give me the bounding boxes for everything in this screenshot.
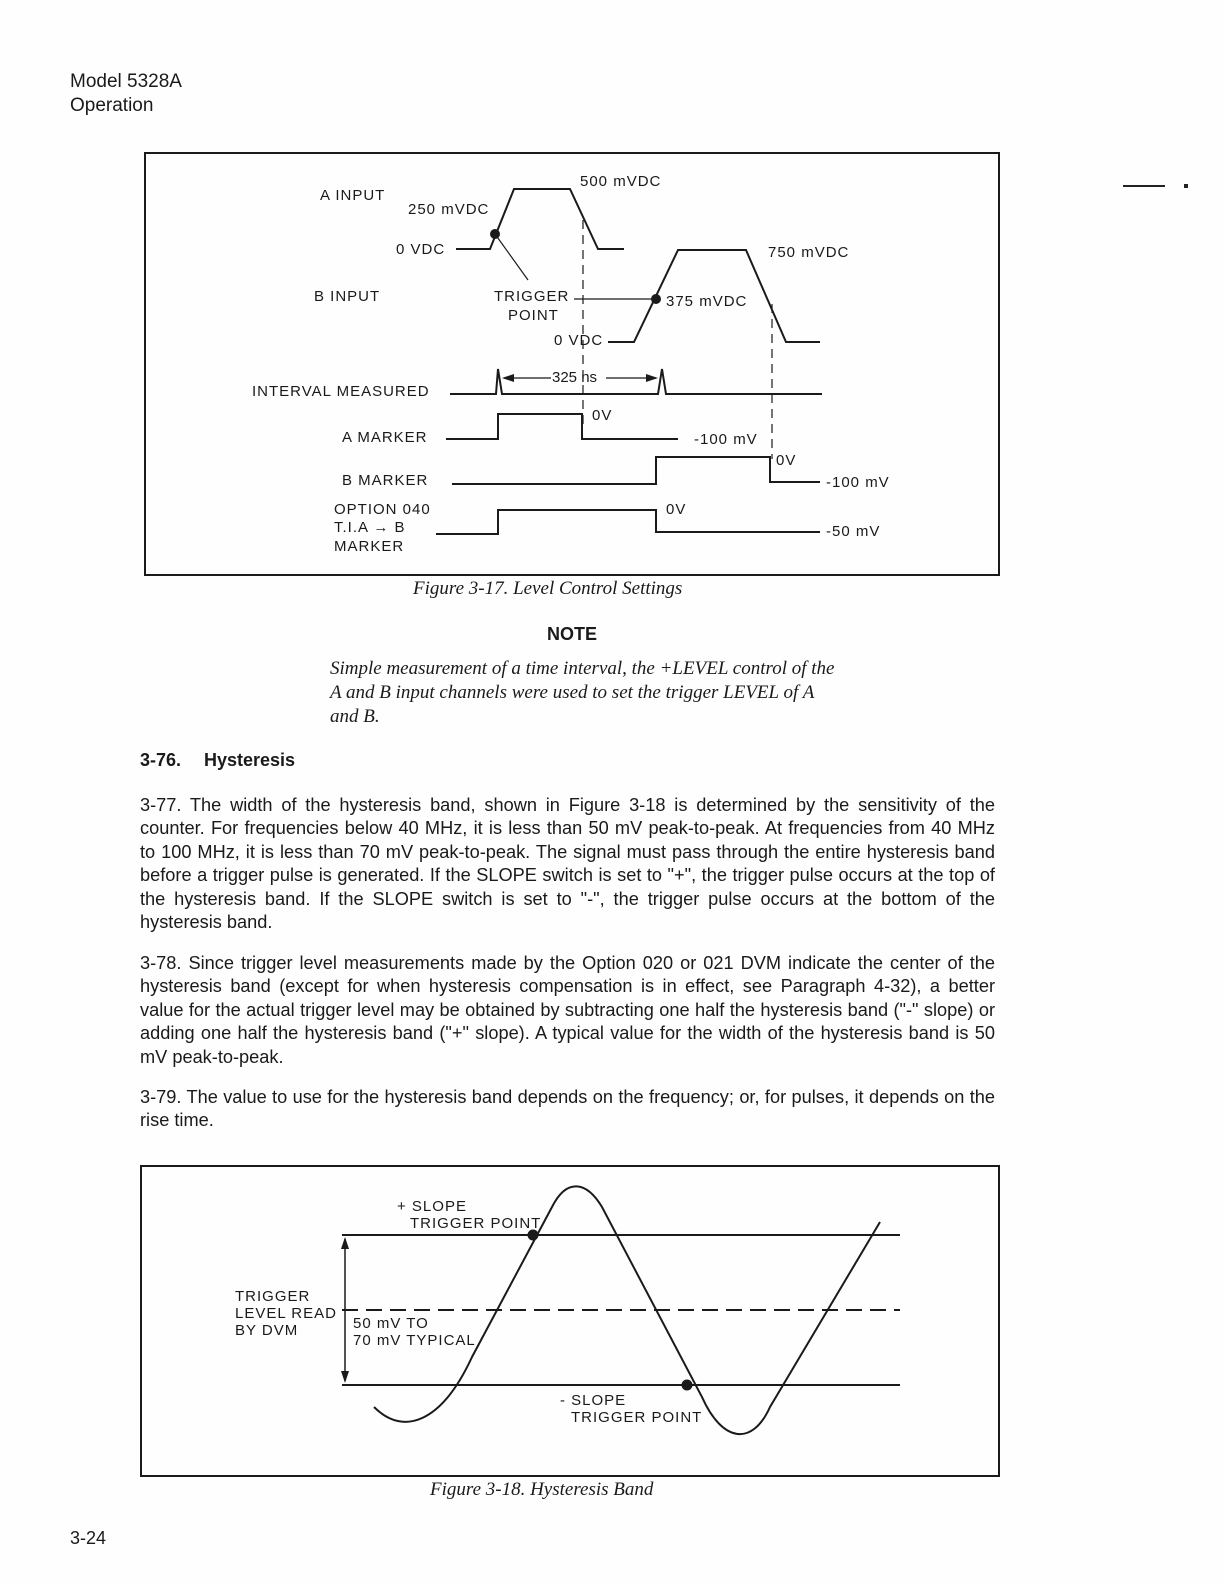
page-number: 3-24 <box>70 1528 107 1548</box>
label-b-input: B INPUT <box>314 288 381 305</box>
paragraph-3-78: 3-78. Since trigger level measurements made by the Option 020 or 021 DVM indicate the center of the hysteresis band (except for when hysteresis compensation is in effect, see Paragraph 4-32), a better value for the actual trigger level may be obtained by subtracting one half the hysteresis band ("-" slope) or adding one half the hysteresis band ("+" slope). A typical value for the width of the hysteresis band is 50 mV peak-to-peak. <box>140 953 995 1067</box>
paragraph-3-77: 3-77. The width of the hysteresis band, shown in Figure 3-18 is determined by the sensitivity of the counter. For frequencies below 40 MHz, it is less than 50 mV peak-to-peak. At frequencies from 40 MHz to 100 MHz, it is less than 70 mV peak-to-peak. The signal must pass through the entire hysteresis band before a trigger pulse is generated. If the SLOPE switch is set to "+", the trigger pulse occurs at the top of the hysteresis band. If the SLOPE switch is set to "-", the trigger pulse occurs at the bottom of the hysteresis band. <box>140 795 995 933</box>
section-title: Hysteresis <box>204 750 296 770</box>
label-trigger: TRIGGER <box>235 1288 311 1305</box>
label-by-dvm: BY DVM <box>235 1322 299 1339</box>
a-marker-waveform <box>446 414 678 439</box>
label-a-input: A INPUT <box>320 187 386 204</box>
label-325-ns: 325 ns <box>552 369 598 386</box>
label-750-mvdc: 750 mVDC <box>768 244 850 261</box>
label-plus-slope: + SLOPE <box>397 1198 467 1215</box>
interval-arrow-left <box>502 374 514 382</box>
label-plus-trigger-point: TRIGGER POINT <box>410 1215 542 1232</box>
label-375-mvdc: 375 mVDC <box>666 293 748 310</box>
label-0v-a: 0V <box>592 407 613 424</box>
label-b-marker: B MARKER <box>342 472 429 489</box>
minus-slope-trigger-dot <box>683 1381 692 1390</box>
level-control-timing-diagram <box>146 154 998 574</box>
label-500-mvdc: 500 mVDC <box>580 173 662 190</box>
margin-dot <box>1184 184 1188 188</box>
margin-change-bar <box>1123 185 1165 187</box>
header-section: Operation <box>70 95 154 116</box>
label-0v-b: 0V <box>776 452 797 469</box>
label-minus-trigger-point: TRIGGER POINT <box>571 1409 703 1426</box>
section-number: 3-76. <box>140 750 182 770</box>
band-arrow-top <box>341 1237 349 1249</box>
note-body: Simple measurement of a time interval, the +LEVEL control of the A and B input channels were used to set the trigger LEVEL of A and B. <box>330 658 835 727</box>
label-0v-option: 0V <box>666 501 687 518</box>
band-arrow-bottom <box>341 1371 349 1383</box>
interval-arrow-right <box>646 374 658 382</box>
interval-waveform <box>450 369 822 394</box>
tia-marker-waveform <box>436 510 820 534</box>
label-70-mv-typical: 70 mV TYPICAL <box>353 1332 476 1349</box>
section-heading <box>140 750 295 771</box>
label-interval-measured: INTERVAL MEASURED <box>252 383 430 400</box>
figure-3-18-caption: Figure 3-18. Hysteresis Band <box>430 1479 654 1500</box>
label-250-mvdc: 250 mVDC <box>408 201 490 218</box>
b-trigger-dot <box>652 295 660 303</box>
note-heading: NOTE <box>546 624 597 644</box>
figure-3-18 <box>140 1165 1000 1477</box>
label-a-0-vdc: 0 VDC <box>396 241 446 258</box>
paragraph-3-79: 3-79. The value to use for the hysteresis band depends on the frequency; or, for pulses, it depends on the rise time. <box>140 1087 995 1131</box>
label-trigger: TRIGGER <box>494 288 570 305</box>
label-minus-100-mv-b: -100 mV <box>826 474 890 491</box>
trigger-point-leader <box>495 234 528 280</box>
figure-3-17-caption: Figure 3-17. Level Control Settings <box>413 578 683 599</box>
label-tia-to-b: T.I.A → B <box>334 519 406 536</box>
header-model: Model 5328A <box>70 71 182 92</box>
label-point: POINT <box>508 307 559 324</box>
label-level-read: LEVEL READ <box>235 1305 337 1322</box>
label-minus-slope: - SLOPE <box>560 1392 627 1409</box>
label-minus-50-mv: -50 mV <box>826 523 881 540</box>
b-marker-waveform <box>452 457 820 484</box>
figure-3-17 <box>144 152 1000 576</box>
label-option-040: OPTION 040 <box>334 501 431 518</box>
label-b-0-vdc: 0 VDC <box>554 332 604 349</box>
label-minus-100-mv-a: -100 mV <box>694 431 758 448</box>
label-a-marker: A MARKER <box>342 429 428 446</box>
label-50-mv-to: 50 mV TO <box>353 1315 429 1332</box>
a-input-waveform <box>456 189 624 249</box>
label-marker: MARKER <box>334 538 405 555</box>
